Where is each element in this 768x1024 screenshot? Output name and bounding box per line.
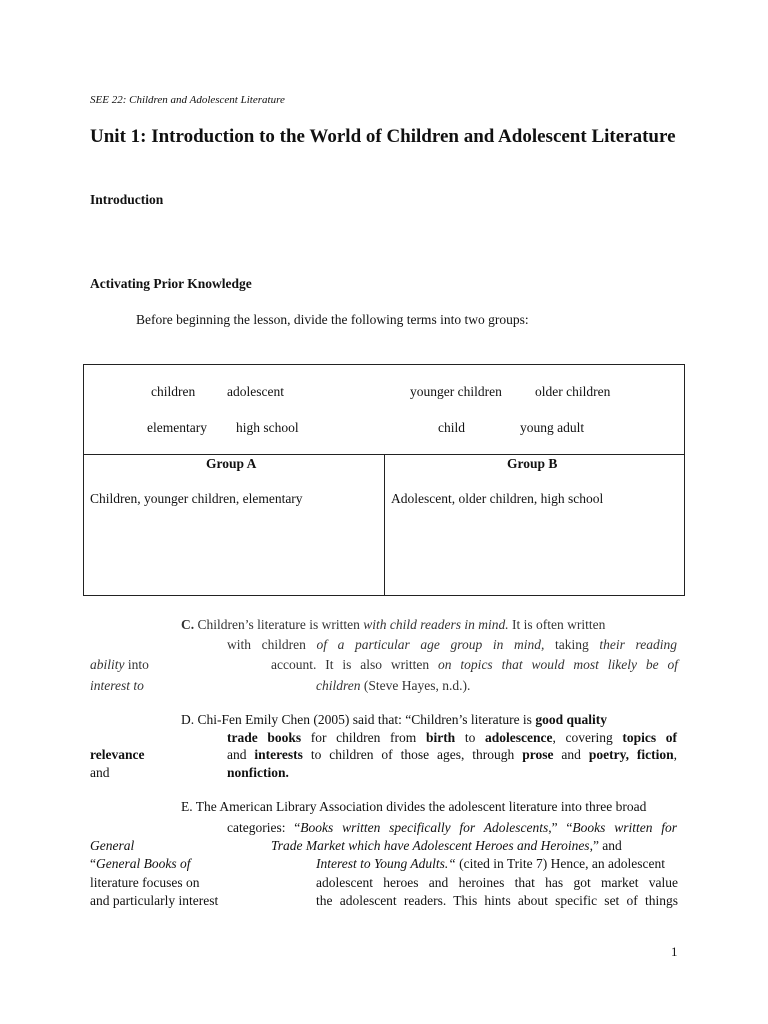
para-c-margin-2 <box>90 678 144 694</box>
text-run: interests <box>254 747 303 762</box>
table-divider-vertical <box>384 454 385 595</box>
text-run: birth <box>425 730 456 745</box>
text-run: their reading <box>599 637 678 652</box>
course-header: SEE 22: Children and Adolescent Literature <box>90 94 285 106</box>
text-run: Children’s literature is written <box>194 617 364 632</box>
para-c-line-4 <box>316 678 470 694</box>
introduction-heading: Introduction <box>90 192 164 207</box>
para-c-line-3 <box>271 657 678 673</box>
text-run: ability <box>90 657 125 672</box>
para-e-line-5 <box>316 875 678 891</box>
text-run: “ <box>90 856 96 871</box>
term-elementary: elementary <box>147 420 207 435</box>
text-run: poetry, fiction <box>588 747 674 762</box>
para-d-margin-1 <box>90 747 144 763</box>
term-adolescent: adolescent <box>227 384 284 399</box>
para-e-line-1 <box>181 799 646 815</box>
text-run: adolescence <box>484 730 553 745</box>
text-run: , <box>673 747 677 762</box>
text-run: , covering <box>552 730 623 745</box>
text-run: D. Chi-Fen Emily Chen (2005) said that: “Children’s literature is <box>181 712 536 727</box>
text-run: with children <box>227 637 317 652</box>
unit-title: Unit 1: Introduction to the World of Children and Adolescent Literature <box>90 126 676 147</box>
para-c-margin-1 <box>90 657 149 673</box>
text-run: good quality <box>535 712 607 727</box>
text-run: prose <box>522 747 554 762</box>
para-e-margin-1 <box>90 838 134 854</box>
text-run: Books written for <box>572 820 678 835</box>
term-child: child <box>438 420 465 435</box>
text-run: (Steve Hayes, n.d.). <box>360 678 471 693</box>
text-run: into <box>124 657 149 672</box>
text-run: (cited in Trite 7) Hence, an adolescent <box>455 856 665 871</box>
text-run: the adolescent readers. This hints about specific set of things <box>316 893 678 908</box>
para-e-margin-4: and particularly interest <box>90 893 219 908</box>
text-run: Books written specifically for Adolescents <box>300 820 549 835</box>
text-run: adolescent heroes and heroines that has got market value <box>316 875 678 890</box>
para-e-line-2 <box>227 820 677 836</box>
text-run: topics of <box>622 730 677 745</box>
para-d-line-4 <box>227 765 289 781</box>
text-run: for children from <box>301 730 426 745</box>
text-run: and <box>227 747 255 762</box>
text-run: Trade Market which have Adolescent Heroes and Heroines <box>271 838 590 853</box>
para-d-margin-2: and <box>90 765 110 780</box>
text-run: taking <box>544 637 600 652</box>
para-d-line-1 <box>181 712 607 728</box>
text-run: on topics that would most likely be of <box>438 657 679 672</box>
term-older-children: older children <box>535 384 611 399</box>
para-c-line-2 <box>227 637 677 653</box>
para-e-margin-3: literature focuses on <box>90 875 200 890</box>
text-run: ,” “ <box>548 820 573 835</box>
group-b-answer: Adolescent, older children, high school <box>391 491 604 506</box>
activating-prior-knowledge-heading: Activating Prior Knowledge <box>90 276 252 291</box>
terms-table <box>83 364 685 596</box>
group-a-label: Group A <box>206 456 257 471</box>
group-a-answer: Children, younger children, elementary <box>90 491 303 506</box>
para-e-margin-2 <box>90 856 190 872</box>
term-children: children <box>151 384 196 399</box>
para-e-line-3 <box>271 838 622 854</box>
term-younger-children: younger children <box>410 384 502 399</box>
para-c-line-1 <box>181 617 605 633</box>
text-run: General Books of <box>96 856 191 871</box>
text-run: categories: “ <box>227 820 301 835</box>
text-run: ,” and <box>589 838 622 853</box>
text-run: nonfiction. <box>227 765 289 780</box>
text-run: The American Library Association divides the adolescent literature into three broad <box>192 799 647 814</box>
text-run: General <box>90 838 135 853</box>
text-run: relevance <box>90 747 145 762</box>
text-run: children <box>316 678 361 693</box>
text-run: of a particular age group in mind, <box>316 637 545 652</box>
text-run: to children of those ages, through <box>302 747 523 762</box>
text-run: Interest to Young Adults.“ <box>316 856 456 871</box>
term-high-school: high school <box>236 420 299 435</box>
text-run: and <box>553 747 589 762</box>
text-run: to <box>455 730 485 745</box>
instruction-text: Before beginning the lesson, divide the following terms into two groups: <box>136 312 529 327</box>
text-run: interest to <box>90 678 144 693</box>
text-run: E. <box>181 799 193 814</box>
para-d-line-3 <box>227 747 677 763</box>
para-e-line-6 <box>316 893 678 909</box>
para-d-line-2 <box>227 730 677 746</box>
group-b-label: Group B <box>507 456 558 471</box>
term-young-adult: young adult <box>520 420 585 435</box>
text-run: It is often written <box>508 617 606 632</box>
text-run: account. It is also written <box>271 657 439 672</box>
para-e-line-4 <box>316 856 665 872</box>
text-run: trade books <box>227 730 302 745</box>
para-c-letter: C. <box>181 617 195 632</box>
text-run: with child readers in mind. <box>363 617 509 632</box>
page-number: 1 <box>671 944 678 959</box>
